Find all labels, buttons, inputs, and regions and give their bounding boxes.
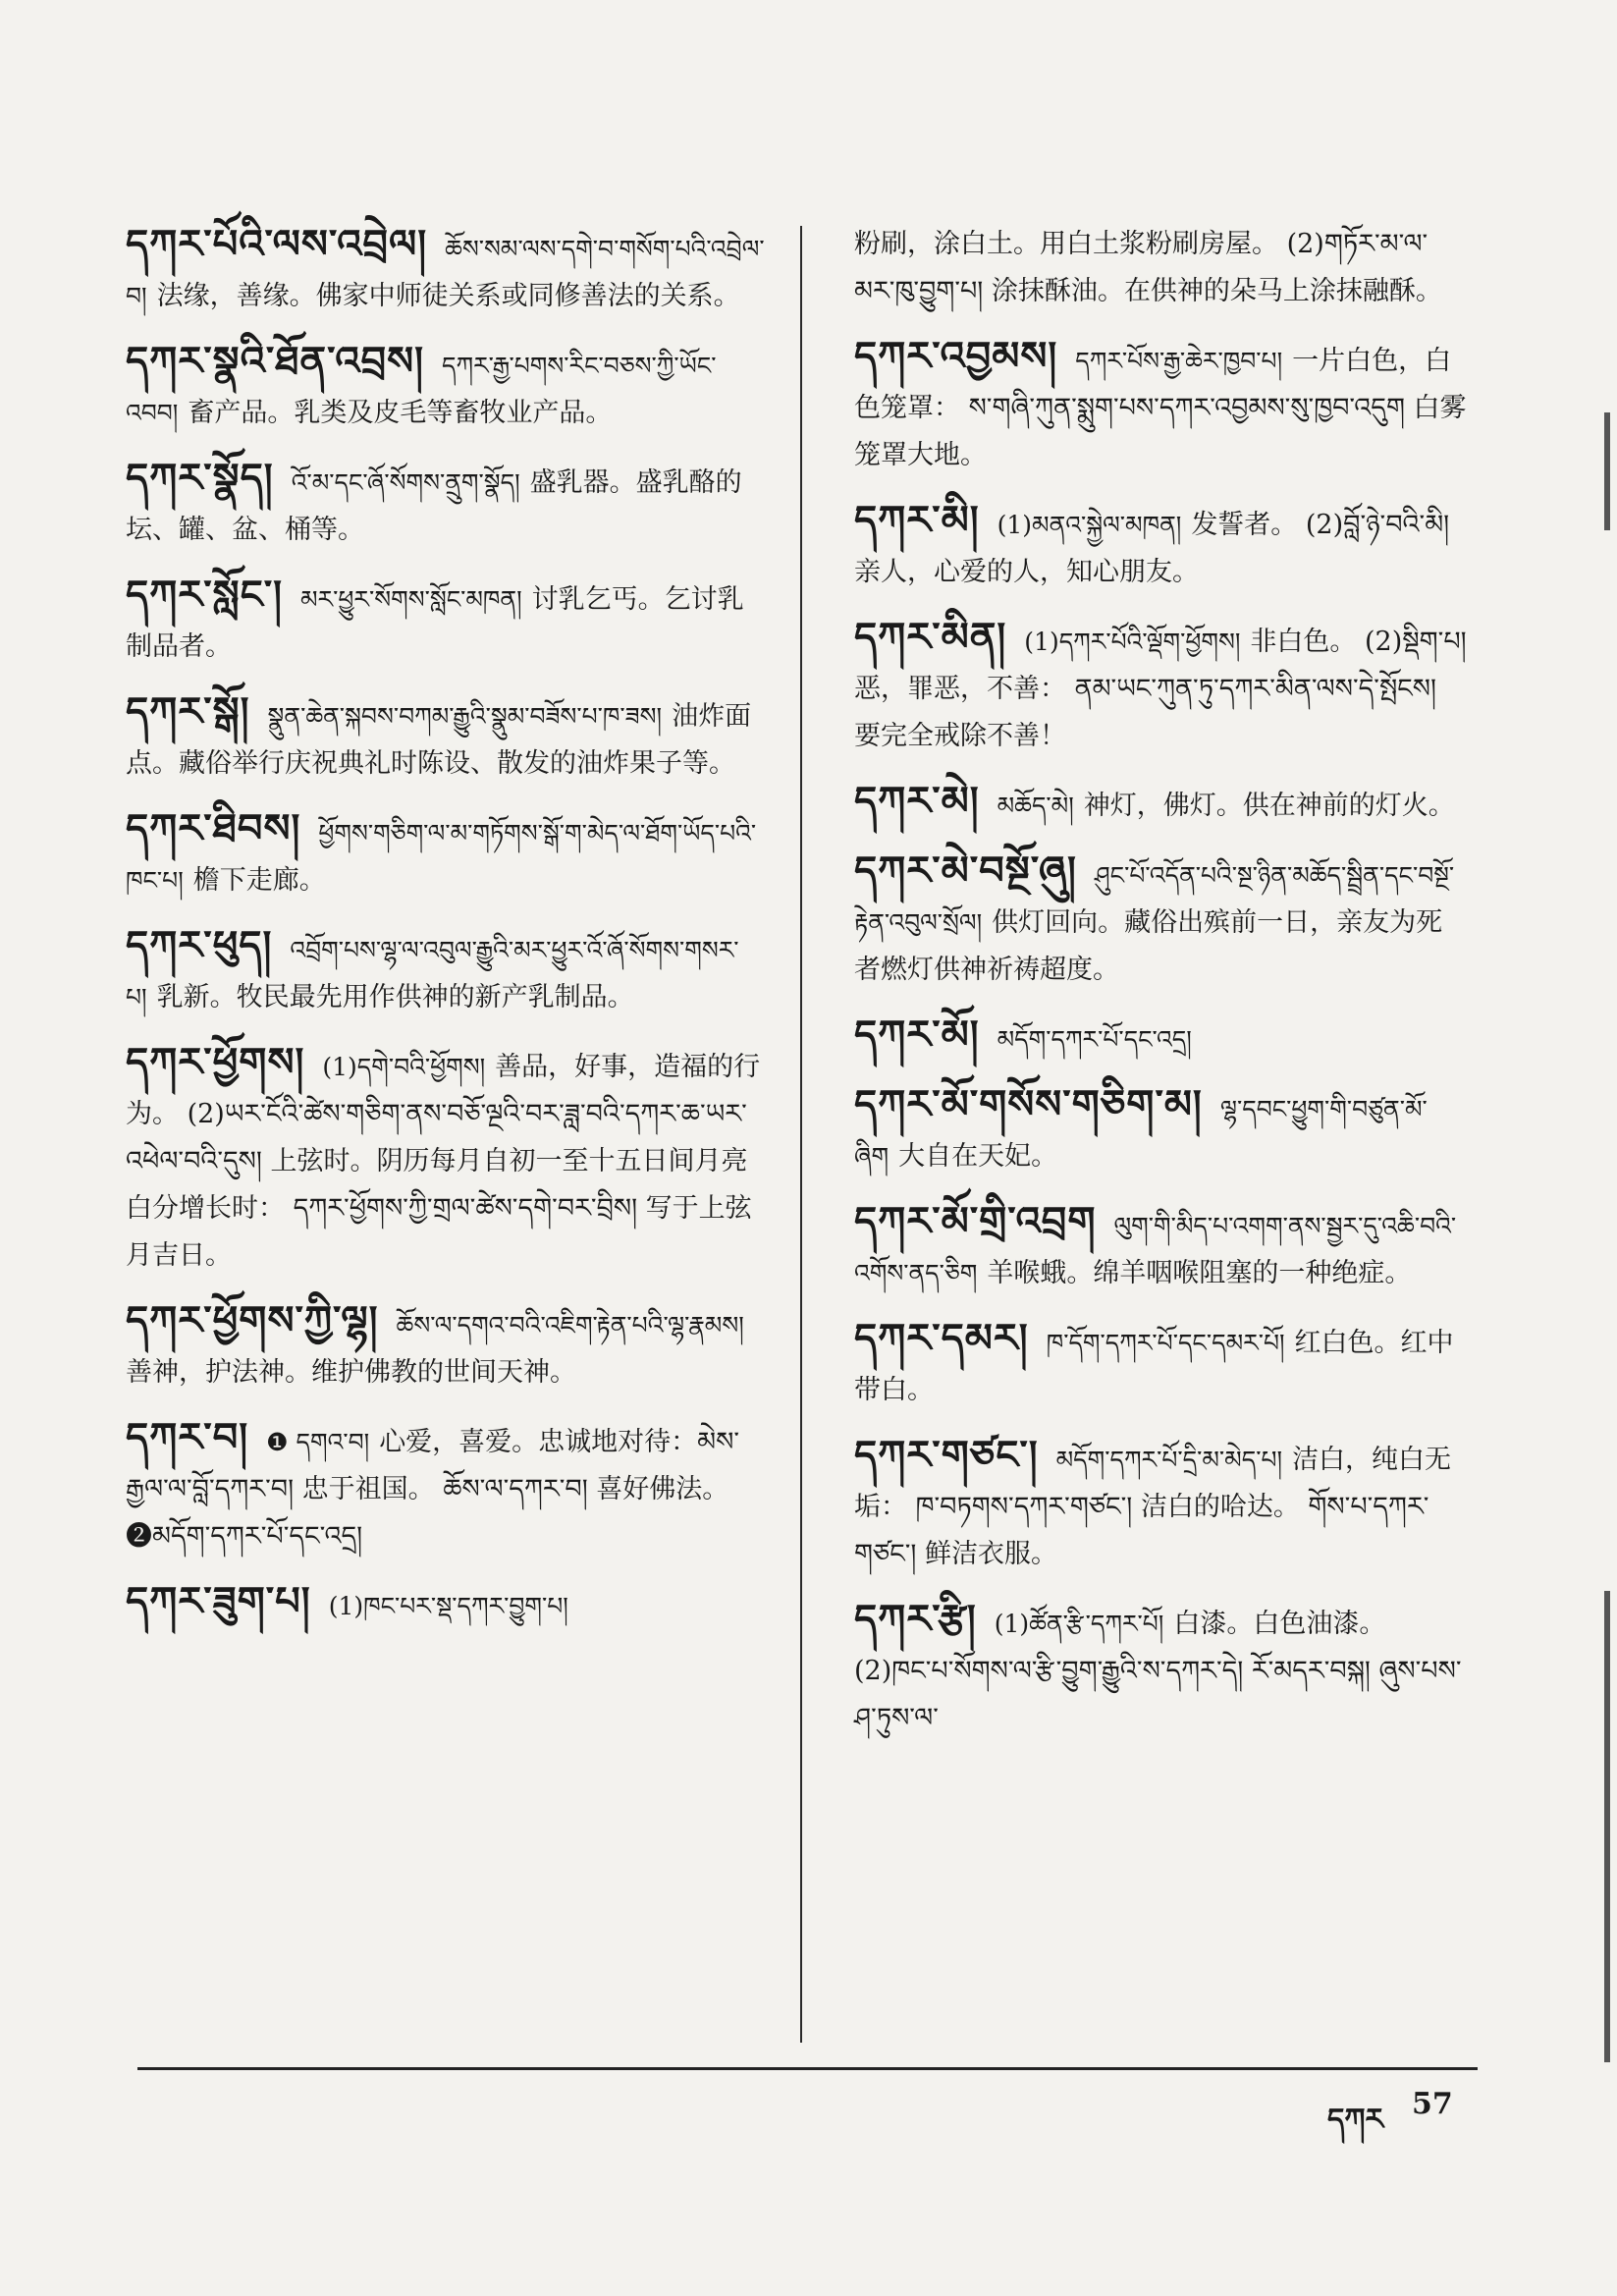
dictionary-entry (126, 805, 766, 904)
tibetan-definition: མདོག་དཀར་པོ་དྲི་མ་མེད་པ། (1055, 1446, 1283, 1474)
tibetan-definition: (1)ཁང་པར་སྡ་དཀར་བྱུག་པ། (328, 1592, 568, 1620)
dictionary-entry (854, 1011, 1468, 1064)
chinese-definition: 善品，好事，造福的行为。 (2)ཡར་ངོའི་ཚེས་གཅིག་ནས་བཅོ་ལྔའི་བར་ཟླ་བའི་དཀར་ཆ་ཡར་འཕེལ་བའི་དུས། 上弦时。阴历每月自初一至十五日间月亮白分增长时： དཀར་ཕྱོགས་ཀྱི་གྲལ་ཚེས་དགེ་བར་བྲིས། 写于上弦月吉日。 (126, 1052, 761, 1271)
left-column (126, 221, 766, 1648)
dictionary-entry (126, 338, 766, 437)
bottom-rule (137, 2067, 1478, 2070)
tibetan-definition: ཆོས་ལ་དགའ་བའི་འཇིག་རྟེན་པའི་ལྷ་རྣམས། (396, 1311, 744, 1339)
tibetan-definition: ལུག་གི་མིད་པ་འགག་ནས་སྦྱར་དུ་འཆི་བའི་འགོས་ནད་ཅིག (854, 1212, 1457, 1287)
dictionary-entry (126, 1414, 766, 1560)
headword: དཀར་ཕུད། (126, 922, 273, 968)
tibetan-definition: (1)དགེ་བའི་ཕྱོགས། (322, 1053, 486, 1081)
headword: དཀར་ཐིབས། (126, 805, 301, 851)
headword: དཀར་མི། (854, 497, 980, 543)
tibetan-definition: ཆོས་སམ་ལས་དགེ་བ་གསོག་པའི་འབྲེལ་བ། (126, 235, 765, 310)
page-number: 57 (1412, 2087, 1453, 2121)
tibetan-definition: མཆོད་མེ། (997, 792, 1074, 820)
running-head: དཀར (1327, 2103, 1384, 2137)
dictionary-entry (854, 333, 1468, 479)
chinese-definition: 善神，护法神。维护佛教的世间天神。 (126, 1357, 576, 1388)
tibetan-definition: ཁ་དོག་དཀར་པོ་དང་དམར་པོ། (1046, 1329, 1285, 1357)
dictionary-entry (854, 614, 1468, 760)
headword: དཀར་མོ། (854, 1011, 980, 1058)
headword: དཀར་རྩི། (854, 1596, 977, 1642)
tibetan-definition: དཀར་པོས་རྒྱ་ཆེར་ཁྱབ་པ། (1075, 347, 1283, 375)
dictionary-entry (126, 1039, 766, 1280)
tibetan-definition: (1)ཚོན་རྩི་དཀར་པོ། (994, 1610, 1164, 1638)
tibetan-definition: མདོག་དཀར་པོ་དང་འདྲ། (997, 1025, 1192, 1054)
tibetan-definition: འོ་མ་དང་ཞོ་སོགས་ནྲུག་སྣོད། (291, 468, 520, 497)
headword: དཀར་སྣའི་ཐོན་འབྲས། (126, 338, 424, 384)
chinese-definition: 讨乳乞丐。乞讨乳制品者。 (126, 584, 744, 662)
tibetan-definition: ལྷ་དབང་ཕྱུག་གི་བཙུན་མོ་ཞིག (854, 1095, 1428, 1171)
chinese-definition: 非白色。 (2)སྡིག་པ། 恶，罪恶，不善： ནམ་ཡང་ཀུན་ཏུ་དཀར་མིན་ལས་དེ་སྤོངས། 要完全戒除不善！ (854, 627, 1467, 751)
headword: དཀར་བ། (126, 1414, 249, 1460)
dictionary-entry (126, 922, 766, 1021)
headword: དཀར་མིན། (854, 614, 1007, 660)
headword: དཀར་འབྱམས། (854, 333, 1058, 379)
dictionary-entry (126, 1297, 766, 1396)
chinese-definition: 盛乳器。盛乳酪的坛、罐、盆、桶等。 (126, 467, 742, 545)
dictionary-entry (126, 1578, 766, 1630)
tibetan-definition: (1)མནའ་སྐྱེལ་མཁན། (997, 511, 1182, 539)
chinese-definition: 红白色。红中带白。 (854, 1328, 1454, 1405)
chinese-definition: 法缘，善缘。佛家中师徒关系或同修善法的关系。 (156, 281, 740, 311)
tibetan-definition: ཤུང་པོ་འདོན་པའི་སྔ་ཉིན་མཆོད་སྦྲིན་དང་བསྔོ་རྟེན་འབུལ་སྲོལ། (854, 861, 1455, 937)
headword: དཀར་ཕྱོགས། (126, 1039, 305, 1085)
scan-edge-mark (1604, 1591, 1610, 2062)
headword: དཀར་པོའི་ལས་འབྲེལ། (126, 221, 428, 267)
dictionary-entry (854, 1081, 1468, 1180)
dictionary-entry (126, 221, 766, 320)
column-divider (800, 226, 802, 2043)
chinese-definition: 神灯，佛灯。供在神前的灯火。 (1083, 791, 1455, 821)
scan-edge-mark (1604, 412, 1610, 530)
headword: དཀར་དམར། (854, 1315, 1029, 1361)
tibetan-definition: དཀར་རྒྱ་པགས་རིང་བཅས་ཀྱི་ཡོང་འབབ། (126, 352, 717, 427)
dictionary-entry (854, 1315, 1468, 1414)
tibetan-definition: ཕྱོགས་གཅིག་ལ་མ་གཏོགས་སྒོ་ག་མེད་ལ་ཐོག་ཡོད་པའི་ཁང་པ། (126, 819, 757, 895)
headword: དཀར་མོ་གསོས་གཅིག་མ། (854, 1081, 1203, 1127)
chinese-definition: 油炸面点。藏俗举行庆祝典礼时陈设、散发的油炸果子等。 (126, 701, 752, 779)
chinese-definition: 乳新。牧民最先用作供神的新产乳制品。 (156, 982, 634, 1012)
tibetan-definition: མར་ཕྱུར་སོགས་སློང་མཁན། (300, 585, 522, 614)
dictionary-entry (854, 1596, 1468, 1742)
chinese-definition: 洁白，纯白无垢： ཁ་བཏགས་དཀར་གཙང་། 洁白的哈达。 གོས་པ་དཀར་གཙང་། 鲜洁衣服。 (854, 1445, 1452, 1569)
headword: དཀར་མེ་བསྔོ་ཞུ། (854, 847, 1077, 894)
headword: དཀར་སྣོད། (126, 455, 274, 501)
chinese-definition: 羊喉蛾。绵羊咽喉阻塞的一种绝症。 (987, 1258, 1412, 1288)
dictionary-entry (126, 572, 766, 671)
chinese-definition: 一片白色，白色笼罩： ས་གཞི་ཀུན་སྨུག་པས་དཀར་འབྱམས་སུ་ཁྱབ་འདུག 白雾笼罩大地。 (854, 346, 1467, 470)
chinese-definition: 大自在天妃。 (898, 1141, 1058, 1172)
chinese-definition: 畜产品。乳类及皮毛等畜牧业产品。 (188, 398, 613, 428)
dictionary-entry (854, 1198, 1468, 1297)
headword: དཀར་སློང་། (126, 572, 283, 618)
chinese-definition: 白漆。白色油漆。 (2)ཁང་པ་སོགས་ལ་རྩི་བྱུག་རྒྱུའི་ས་དཀར་དེ། རོ་མདར་བསྐ། ཞུས་པས་ཤ་ཏུས་ལ་ (854, 1609, 1462, 1733)
headword: དཀར་མོ་གྲི་འབྲག (854, 1198, 1097, 1244)
dictionary-entry (854, 778, 1468, 830)
tibetan-definition: (1)དཀར་པོའི་ལྡོག་ཕྱོགས། (1024, 628, 1241, 656)
tibetan-definition: སྣུན་ཆེན་སྐབས་བཀམ་རྒྱུའི་སྣུམ་བཟོས་པ་ཁ་ཟས། (267, 702, 663, 731)
dictionary-entry (126, 688, 766, 788)
headword: དཀར་ཟུག་པ། (126, 1578, 311, 1624)
headword: དཀར་ཕྱོགས་ཀྱི་ལྷ། (126, 1297, 379, 1343)
dictionary-entry (126, 455, 766, 554)
chinese-definition: 供灯回向。藏俗出殡前一日，亲友为死者燃灯供神祈祷超度。 (854, 907, 1443, 985)
tibetan-definition: འབྲོག་པས་ལྷ་ལ་འབུལ་རྒྱུའི་མར་ཕྱུར་འོ་ཞོ་སོགས་གསར་པ། (126, 936, 739, 1011)
dictionary-entry (854, 847, 1468, 994)
dictionary-entry (854, 1432, 1468, 1578)
dictionary-entry-continued (854, 221, 1468, 315)
tibetan-definition: ❶ དགའ་བ། (266, 1428, 370, 1456)
dictionary-entry (854, 497, 1468, 596)
chinese-definition: 发誓者。 (2)བློ་ཉེ་བའི་མི། 亲人，心爱的人，知心朋友。 (854, 510, 1450, 587)
right-column (854, 221, 1468, 1760)
headword: དཀར་གཙང་། (854, 1432, 1039, 1478)
headword: དཀར་མེ། (854, 778, 980, 824)
chinese-definition: 檐下走廊。 (192, 865, 326, 896)
chinese-definition: 粉刷，涂白土。用白土浆粉刷房屋。 (2)གཏོར་མ་ལ་མར་ཁུ་བྱུག་པ། 涂抹酥油。在供神的朵马上涂抹融酥。 (854, 229, 1442, 306)
headword: དཀར་སྒོ། (126, 688, 250, 735)
chinese-definition: 心爱，喜爱。忠诚地对待：མེས་རྒྱལ་ལ་བློ་དཀར་བ། 忠于祖国。 ཆོས་ལ་དཀར་བ། 喜好佛法。 ❷མདོག་དཀར་པོ་དང་འདྲ། (126, 1427, 740, 1552)
